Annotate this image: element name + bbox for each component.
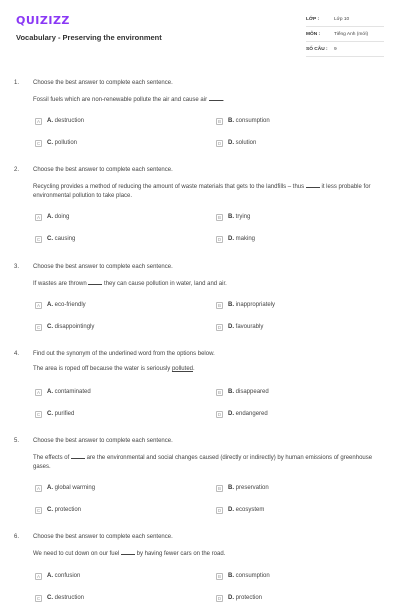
option-text: consumption [235, 573, 270, 579]
option-box: D [217, 411, 222, 417]
option-box: C [36, 236, 41, 242]
option-d[interactable] [216, 505, 264, 515]
option-letter: D. [228, 595, 234, 601]
option-letter: B. [228, 573, 234, 579]
answer-blank [306, 181, 320, 188]
option-text: ecosystem [235, 507, 265, 513]
option-letter: A. [47, 302, 53, 308]
option-box: B [217, 118, 221, 124]
meta-value: 9 [334, 46, 337, 52]
question-text-before: The area is roped off because the water is seriously [33, 366, 171, 372]
option-c[interactable] [35, 322, 94, 332]
option-b[interactable] [216, 300, 275, 310]
question-instruction: Choose the best answer to complete each sentence. [33, 438, 173, 444]
option-box: A [36, 389, 40, 395]
question-text-after: . [222, 97, 225, 103]
question-text [33, 94, 383, 105]
question-text-before: Recycling provides a method of reducing the amount of waste materials that gets to the landfills – thus [33, 184, 305, 190]
option-text: trying [235, 214, 251, 220]
option-b[interactable] [216, 116, 270, 126]
option-letter: B. [228, 389, 234, 395]
option-text: endangered [235, 411, 268, 417]
question-number: 3. [14, 264, 20, 270]
question-text [33, 181, 383, 200]
option-d[interactable] [216, 138, 256, 148]
worksheet-title: Vocabulary - Preserving the environment [16, 33, 162, 42]
option-b[interactable] [216, 212, 250, 222]
option-letter: A. [47, 485, 53, 491]
question-text [33, 452, 383, 471]
question-instruction: Choose the best answer to complete each sentence. [33, 534, 173, 540]
option-letter: B. [228, 485, 234, 491]
option-text: solution [235, 140, 257, 146]
option-d[interactable] [216, 409, 268, 419]
option-box: C [36, 507, 41, 513]
option-box: A [36, 118, 40, 124]
option-b[interactable] [216, 387, 269, 397]
answer-blank [121, 548, 135, 555]
option-text: protection [54, 507, 82, 513]
meta-label: LỚP : [306, 16, 320, 22]
option-letter: C. [47, 595, 53, 601]
option-box: D [217, 140, 222, 146]
question-text-after: . [193, 366, 195, 372]
meta-row-count [306, 42, 384, 57]
meta-label: SỐ CÂU : [306, 46, 328, 52]
option-letter: B. [228, 214, 234, 220]
option-box: B [217, 573, 221, 579]
option-text: consumption [235, 118, 270, 124]
option-box: B [217, 302, 221, 308]
option-c[interactable] [35, 234, 75, 244]
option-box: C [36, 595, 41, 601]
option-c[interactable] [35, 593, 84, 603]
question-number: 2. [14, 167, 20, 173]
option-a[interactable] [35, 300, 86, 310]
option-box: D [217, 507, 222, 513]
option-box: D [217, 595, 222, 601]
option-letter: D. [228, 236, 234, 242]
option-text: favourably [235, 324, 264, 330]
option-letter: A. [47, 389, 53, 395]
option-box: D [217, 236, 222, 242]
option-text: protection [235, 595, 263, 601]
option-letter: B. [228, 302, 234, 308]
question-text [33, 278, 383, 289]
option-text: destruction [54, 595, 85, 601]
option-d[interactable] [216, 593, 262, 603]
meta-row-class [306, 12, 384, 27]
option-a[interactable] [35, 387, 91, 397]
option-text: inappropriately [235, 302, 276, 308]
option-d[interactable] [216, 322, 263, 332]
answer-blank [88, 278, 102, 285]
question-number: 1. [14, 80, 20, 86]
meta-label: MÔN : [306, 31, 321, 37]
option-letter: C. [47, 140, 53, 146]
question-number: 5. [14, 438, 20, 444]
question-instruction: Find out the synonym of the underlined word from the options below. [33, 351, 215, 357]
option-letter: C. [47, 236, 53, 242]
question-text-after: by having fewer cars on the road. [136, 551, 226, 557]
option-letter: D. [228, 140, 234, 146]
option-letter: D. [228, 507, 234, 513]
question-text-after: it less probable for environmental pollution to take place. [33, 184, 371, 199]
option-text: pollution [54, 140, 78, 146]
option-box: A [36, 214, 40, 220]
question-number: 4. [14, 351, 20, 357]
option-text: confusion [54, 573, 81, 579]
option-a[interactable] [35, 212, 69, 222]
option-letter: A. [47, 118, 53, 124]
question-text-after: they can cause pollution in water, land and air. [104, 281, 227, 287]
option-b[interactable] [216, 483, 269, 493]
meta-value: Tiếng Anh (mới) [334, 31, 369, 37]
option-letter: A. [47, 573, 53, 579]
option-box: A [36, 302, 40, 308]
option-letter: C. [47, 507, 53, 513]
option-c[interactable] [35, 409, 74, 419]
option-letter: C. [47, 411, 53, 417]
option-d[interactable] [216, 234, 255, 244]
question-instruction: Choose the best answer to complete each sentence. [33, 264, 173, 270]
option-box: C [36, 140, 41, 146]
quizizz-logo: QUIZIZZ [16, 14, 70, 27]
option-b[interactable] [216, 571, 270, 581]
question-text [33, 548, 383, 559]
option-letter: D. [228, 411, 234, 417]
underlined-word: polluted [171, 366, 193, 372]
question-text-after: are the environmental and social changes caused (directly or indirectly) by human emissions of greenhouse gases. [33, 455, 373, 470]
worksheet-meta [306, 12, 384, 57]
option-box: B [217, 485, 221, 491]
option-text: contaminated [54, 389, 91, 395]
option-a[interactable] [35, 483, 95, 493]
option-text: disappointingly [54, 324, 95, 330]
answer-blank [71, 452, 85, 459]
option-text: making [235, 236, 256, 242]
option-a[interactable] [35, 116, 84, 126]
option-text: causing [54, 236, 76, 242]
answer-blank [209, 94, 223, 101]
option-text: destruction [54, 118, 85, 124]
question-instruction: Choose the best answer to complete each sentence. [33, 167, 173, 173]
option-box: C [36, 324, 41, 330]
option-text: disappeared [235, 389, 269, 395]
option-text: global warming [54, 485, 96, 491]
option-box: A [36, 573, 40, 579]
option-text: purified [54, 411, 75, 417]
meta-value: Lớp 10 [334, 16, 350, 22]
question-text [33, 365, 383, 374]
meta-row-subject [306, 27, 384, 42]
question-text-before: If wastes are thrown [33, 281, 87, 287]
option-text: eco-friendly [54, 302, 86, 308]
option-box: B [217, 214, 221, 220]
question-text-before: Fossil fuels which are non-renewable pollute the air and cause air [33, 97, 208, 103]
option-box: B [217, 389, 221, 395]
question-text-before: We need to cut down on our fuel [33, 551, 120, 557]
option-c[interactable] [35, 138, 77, 148]
option-box: A [36, 485, 40, 491]
option-letter: C. [47, 324, 53, 330]
option-letter: A. [47, 214, 53, 220]
question-number: 6. [14, 534, 20, 540]
option-text: doing [54, 214, 70, 220]
option-a[interactable] [35, 571, 80, 581]
question-instruction: Choose the best answer to complete each sentence. [33, 80, 173, 86]
option-box: C [36, 411, 41, 417]
question-text-before: The effects of [33, 455, 70, 461]
option-letter: D. [228, 324, 234, 330]
option-text: preservation [235, 485, 269, 491]
option-letter: B. [228, 118, 234, 124]
option-box: D [217, 324, 222, 330]
option-c[interactable] [35, 505, 81, 515]
